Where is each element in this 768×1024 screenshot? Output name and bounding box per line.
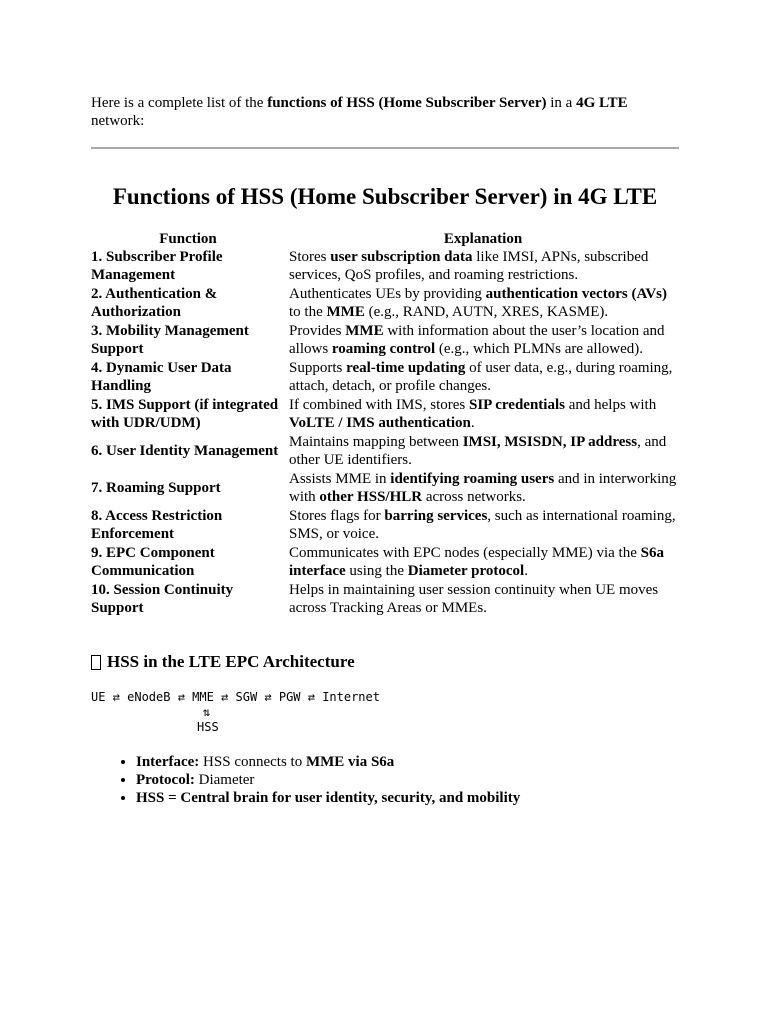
explanation-bold-text: authentication vectors (AVs)	[485, 286, 668, 302]
explanation-bold-text: MME	[345, 323, 384, 339]
table-row	[90, 396, 680, 433]
explanation-text: Helps in maintaining user session continuity when UE moves across Tracking Areas or MMEs.	[289, 582, 659, 616]
table-row	[90, 433, 680, 470]
explanation-cell	[286, 322, 680, 359]
function-cell: 6. User Identity Management	[91, 443, 279, 459]
explanation-text: to the	[289, 304, 327, 320]
horizontal-rule	[91, 147, 679, 149]
function-cell: 7. Roaming Support	[91, 480, 221, 496]
function-cell: 1. Subscriber Profile Management	[91, 249, 223, 283]
explanation-bold-text: S6a interface	[289, 545, 664, 579]
function-cell: 2. Authentication & Authorization	[91, 286, 218, 320]
explanation-bold-text: MME	[326, 304, 365, 320]
explanation-bold-text: Diameter protocol	[407, 563, 525, 579]
explanation-bold-text: IMSI, MSISDN, IP address	[462, 434, 638, 450]
bidirectional-arrow-icon: ⇅	[203, 705, 211, 719]
explanation-cell	[286, 433, 680, 470]
summary-bullet-list	[91, 753, 679, 807]
explanation-text: Provides	[289, 323, 346, 339]
explanation-text: and helps with	[564, 397, 657, 413]
function-cell: 5. IMS Support (if integrated with UDR/UDM)	[91, 397, 279, 431]
missing-glyph-box-icon	[91, 655, 101, 670]
explanation-bold-text: barring services	[384, 508, 488, 524]
explanation-text: Assists MME in	[289, 471, 391, 487]
explanation-cell	[286, 544, 680, 581]
explanation-text: Communicates with EPC nodes (especially MME) via the	[289, 545, 641, 561]
function-cell: 3. Mobility Management Support	[91, 323, 249, 357]
architecture-flow: UE ⇄ eNodeB ⇄ MME ⇄ SGW ⇄ PGW ⇄ Internet	[91, 690, 380, 704]
explanation-text: using the	[345, 563, 408, 579]
function-cell: 4. Dynamic User Data Handling	[91, 360, 232, 394]
explanation-cell	[286, 285, 680, 322]
bullet-bold-text: Interface:	[136, 754, 200, 770]
table-row	[90, 581, 680, 618]
explanation-cell	[286, 248, 680, 285]
bullet-text: Diameter	[194, 772, 255, 788]
bullet-bold-text: MME via S6a	[305, 754, 395, 770]
explanation-text: and in interworking with	[289, 471, 677, 505]
architecture-hss-label: HSS	[197, 720, 219, 734]
explanation-text: across networks.	[422, 489, 526, 505]
explanation-bold-text: identifying roaming users	[390, 471, 555, 487]
explanation-bold-text: VoLTE / IMS authentication	[289, 415, 471, 431]
table-row	[90, 322, 680, 359]
table-row	[90, 470, 680, 507]
header-explanation: Explanation	[443, 231, 523, 247]
document-page	[91, 94, 679, 807]
bullet-text: HSS connects to	[199, 754, 306, 770]
explanation-bold-text: user subscription data	[330, 249, 473, 265]
explanation-text: If combined with IMS, stores	[289, 397, 469, 413]
page-title: Functions of HSS (Home Subscriber Server) in 4G LTE	[112, 184, 658, 209]
intro-text-2: in a	[546, 95, 577, 111]
intro-bold-hss: functions of HSS (Home Subscriber Server)	[267, 95, 547, 111]
header-function: Function	[159, 231, 217, 247]
bullet-item	[136, 753, 679, 771]
bullet-item	[136, 789, 679, 807]
table-body	[90, 248, 680, 618]
explanation-cell	[286, 470, 680, 507]
explanation-cell	[286, 396, 680, 433]
bullet-item	[136, 771, 679, 789]
table-row	[90, 248, 680, 285]
explanation-text: Maintains mapping between	[289, 434, 463, 450]
explanation-text: Supports	[289, 360, 347, 376]
function-cell: 8. Access Restriction Enforcement	[91, 508, 223, 542]
explanation-text: , and other UE identifiers.	[289, 434, 667, 468]
explanation-bold-text: other HSS/HLR	[319, 489, 423, 505]
explanation-text: with information about the user’s location and allows	[289, 323, 665, 357]
table-header-row	[90, 230, 680, 248]
architecture-heading-text: HSS in the LTE EPC Architecture	[107, 652, 355, 671]
explanation-bold-text: SIP credentials	[468, 397, 565, 413]
table-row	[90, 285, 680, 322]
functions-table	[90, 230, 680, 618]
bullet-bold-text: Protocol:	[136, 772, 195, 788]
explanation-text: (e.g., RAND, AUTN, XRES, KASME).	[364, 304, 609, 320]
explanation-cell	[286, 359, 680, 396]
explanation-text: Authenticates UEs by providing	[289, 286, 486, 302]
explanation-cell	[286, 507, 680, 544]
explanation-text: .	[470, 415, 475, 431]
bullet-bold-text: HSS = Central brain for user identity, security, and mobility	[136, 790, 521, 806]
intro-text-3: network:	[91, 113, 145, 129]
table-row	[90, 359, 680, 396]
architecture-heading	[91, 652, 679, 672]
explanation-cell	[286, 581, 680, 618]
explanation-text: .	[524, 563, 528, 579]
table-row	[90, 544, 680, 581]
explanation-bold-text: real-time updating	[346, 360, 466, 376]
intro-text-1: Here is a complete list of the	[91, 95, 268, 111]
explanation-text: like IMSI, APNs, subscribed services, QoS profiles, and roaming restrictions.	[289, 249, 649, 283]
explanation-text: (e.g., which PLMNs are allowed).	[435, 341, 643, 357]
table-row	[90, 507, 680, 544]
explanation-text: , such as international roaming, SMS, or voice.	[289, 508, 676, 542]
function-cell: 10. Session Continuity Support	[91, 582, 234, 616]
function-cell: 9. EPC Component Communication	[91, 545, 215, 579]
explanation-text: Stores flags for	[289, 508, 385, 524]
intro-bold-lte: 4G LTE	[576, 95, 628, 111]
intro-paragraph	[91, 94, 679, 130]
explanation-text: of user data, e.g., during roaming, attach, detach, or profile changes.	[289, 360, 673, 394]
explanation-bold-text: roaming control	[331, 341, 436, 357]
explanation-text: Stores	[289, 249, 331, 265]
architecture-diagram	[91, 690, 679, 735]
